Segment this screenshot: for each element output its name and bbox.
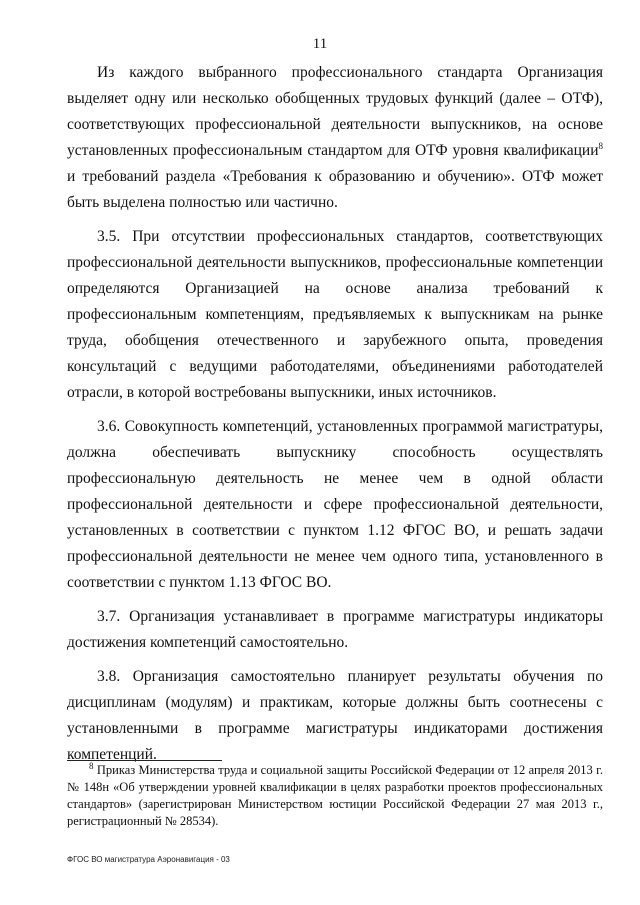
paragraph-otf-tail: и требований раздела «Требования к образованию и обучению». ОТФ может быть выделена полностью или частично. <box>67 168 603 211</box>
footnote <box>67 762 603 830</box>
page-number: 11 <box>312 36 328 52</box>
footnote-text: Приказ Министерства труда и социальной защиты Российской Федерации от 12 апреля 2013 г. № 148н «Об утверждении уровней квалификации в целях разработки проектов профессиональных стандартов» (зарегистрирован Министерством юстиции Российской Федерации 27 мая 2013 г., регистрационный № 28534). <box>67 763 603 828</box>
paragraph-3-7: 3.7. Организация устанавливает в программе магистратуры индикаторы достижения компетенций самостоятельно. <box>67 608 603 651</box>
paragraph-3-5: 3.5. При отсутствии профессиональных стандартов, соответствующих профессиональной деятельности выпускников, профессиональные компетенции определяются Организацией на основе анализа требований к профессиональным компетенциям, предъявляемых к выпускникам на рынке труда, обобщения отечественного и зарубежного опыта, проведения консультаций с ведущими работодателями, объединениями работодателей отрасли, в которой востребованы выпускники, иных источников. <box>67 228 603 401</box>
paragraph-otf <box>67 60 603 216</box>
page-footer: ФГОС ВО магистратура Аэронавигация - 03 <box>67 855 230 864</box>
paragraph-3-8: 3.8. Организация самостоятельно планирует результаты обучения по дисциплинам (модулям) и практикам, которые должны быть соотнесены с установленными в программе магистратуры индикаторами достижения компетенций. <box>67 668 603 763</box>
paragraph-otf-text: Из каждого выбранного профессионального стандарта Организация выделяет одну или несколько обобщенных трудовых функций (далее – ОТФ), соответствующих профессиональной деятельности выпускников, на основе установленных профессиональным стандартом для ОТФ уровня квалификации <box>67 64 603 159</box>
paragraph-3-6: 3.6. Совокупность компетенций, установленных программой магистратуры, должна обеспечивать выпускнику способность осуществлять профессиональную деятельность не менее чем в одной области профессиональной деятельности и сфере профессиональной деятельности, установленных в соответствии с пунктом 1.12 ФГОС ВО, и решать задачи профессиональной деятельности не менее чем одного типа, установленного в соответствии с пунктом 1.13 ФГОС ВО. <box>67 418 603 591</box>
document-body <box>67 60 603 768</box>
footnote-marker: 8 <box>89 760 94 771</box>
footnote-ref: 8 <box>598 140 603 151</box>
